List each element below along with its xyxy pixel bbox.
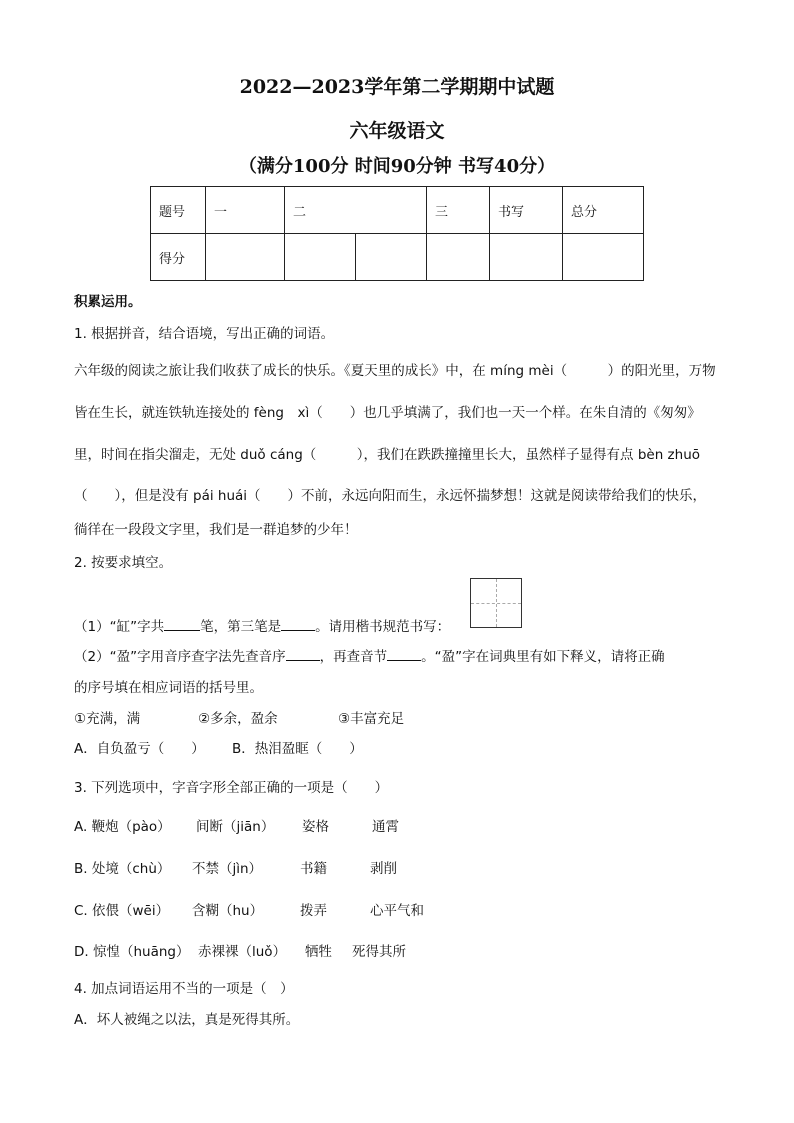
- score-input-cell[interactable]: [356, 234, 427, 281]
- q2-part1-text: 。请用楷书规范书写：: [315, 619, 451, 635]
- score-table-score-row: [151, 234, 644, 281]
- q2-part1: [74, 615, 450, 635]
- q2-part2: [74, 645, 665, 665]
- score-cell: 一: [206, 187, 285, 234]
- score-input-cell[interactable]: [490, 234, 563, 281]
- q3-option-b-word: 书籍: [300, 861, 327, 877]
- q3-option-c-word: 含糊（hu）: [192, 903, 264, 919]
- score-cell: 总分: [563, 187, 644, 234]
- q2-part2-text: 。“盈”字在词典里有如下释义，请将正确: [421, 649, 665, 665]
- q2-part1-text: （1）“缸”字共: [74, 619, 165, 635]
- score-cell: 题号: [151, 187, 206, 234]
- q3-option-a-word: 通霄: [372, 819, 399, 835]
- q3-option-d-word: 赤裸裸（luǒ）: [198, 944, 287, 960]
- q1-text-line: 六年级的阅读之旅让我们收获了成长的快乐。《夏天里的成长》中，在 míng mèi（ ）的阳光里，万物: [74, 363, 716, 379]
- q3-option-d-word: 死得其所: [352, 944, 406, 960]
- q4-prompt: 4. 加点词语运用不当的一项是（ ）: [74, 981, 294, 997]
- q2-meaning: ②多余，盈余: [198, 711, 278, 727]
- q1-text-line: 里，时间在指尖溜走，无处 duǒ cáng（ ），我们在跌跌撞撞里长大，虽然样子显得有点 bèn zhuō: [74, 447, 701, 463]
- q3-option-d-word: 牺牲: [305, 944, 332, 960]
- q3-option-c-word: 拨弄: [300, 903, 327, 919]
- q2-part2-text: ，再查音节: [319, 649, 388, 665]
- q2-part2-line2: 的序号填在相应词语的括号里。: [74, 680, 263, 696]
- q2-option: B．热泪盈眶（ ）: [232, 741, 363, 757]
- answer-blank[interactable]: [281, 618, 315, 631]
- exam-subtitle: 六年级语文: [349, 120, 445, 142]
- q3-option-c-word: 心平气和: [370, 903, 424, 919]
- exam-title: 2022—2023学年第二学期期中试题: [239, 76, 555, 98]
- q2-part2-text: （2）“盈”字用音序查字法先查音序: [74, 649, 286, 665]
- answer-blank[interactable]: [286, 648, 320, 661]
- score-input-cell[interactable]: [206, 234, 285, 281]
- q3-option-b-word: 不禁（jìn）: [192, 861, 263, 877]
- q4-option-a: A．坏人被绳之以法，真是死得其所。: [74, 1012, 300, 1028]
- score-input-cell[interactable]: [285, 234, 356, 281]
- q3-option-c-word: C. 依偎（wēi）: [74, 903, 170, 919]
- score-table-header-row: [151, 187, 644, 234]
- exam-info: （满分100分 时间90分钟 书写40分）: [238, 156, 556, 177]
- grid-guide-line: [496, 579, 497, 627]
- q1-text-line: 徜徉在一段段文字里，我们是一群追梦的少年！: [74, 522, 358, 538]
- score-cell: 书写: [490, 187, 563, 234]
- q2-part1-text: 笔，第三笔是: [200, 619, 282, 635]
- score-cell: 得分: [151, 234, 206, 281]
- q3-option-b-word: 剥削: [370, 861, 397, 877]
- score-cell: 三: [427, 187, 490, 234]
- q3-option-a-word: 间断（jiān）: [196, 819, 275, 835]
- q2-prompt: 2. 按要求填空。: [74, 555, 173, 571]
- q3-option-d-word: D. 惊惶（huāng）: [74, 944, 190, 960]
- q3-option-a-word: A. 鞭炮（pào）: [74, 819, 171, 835]
- q2-option: A．自负盈亏（ ）: [74, 741, 205, 757]
- score-table: [150, 186, 644, 281]
- q3-option-b-word: B. 处境（chù）: [74, 861, 171, 877]
- answer-blank[interactable]: [164, 618, 200, 631]
- q1-text-line: （ ），但是没有 pái huái（ ）不前，永远向阳而生，永远怀揣梦想！这就是阅读带给我们的快乐，: [74, 488, 707, 504]
- answer-blank[interactable]: [387, 648, 421, 661]
- q3-prompt: 3. 下列选项中，字音字形全部正确的一项是（ ）: [74, 780, 389, 796]
- writing-grid-box[interactable]: [470, 578, 522, 628]
- q1-text-line: 皆在生长，就连铁轨连接处的 fèng xì（ ）也几乎填满了，我们也一天一个样。在朱自清的《匆匆》: [74, 405, 701, 421]
- q2-meaning: ①充满，满: [74, 711, 141, 727]
- score-input-cell[interactable]: [563, 234, 644, 281]
- section-heading: 积累运用。: [74, 294, 142, 310]
- score-cell: 二: [285, 187, 427, 234]
- q2-meaning: ③丰富充足: [338, 711, 405, 727]
- q1-prompt: 1. 根据拼音，结合语境，写出正确的词语。: [74, 326, 335, 342]
- score-input-cell[interactable]: [427, 234, 490, 281]
- q3-option-a-word: 姿格: [302, 819, 329, 835]
